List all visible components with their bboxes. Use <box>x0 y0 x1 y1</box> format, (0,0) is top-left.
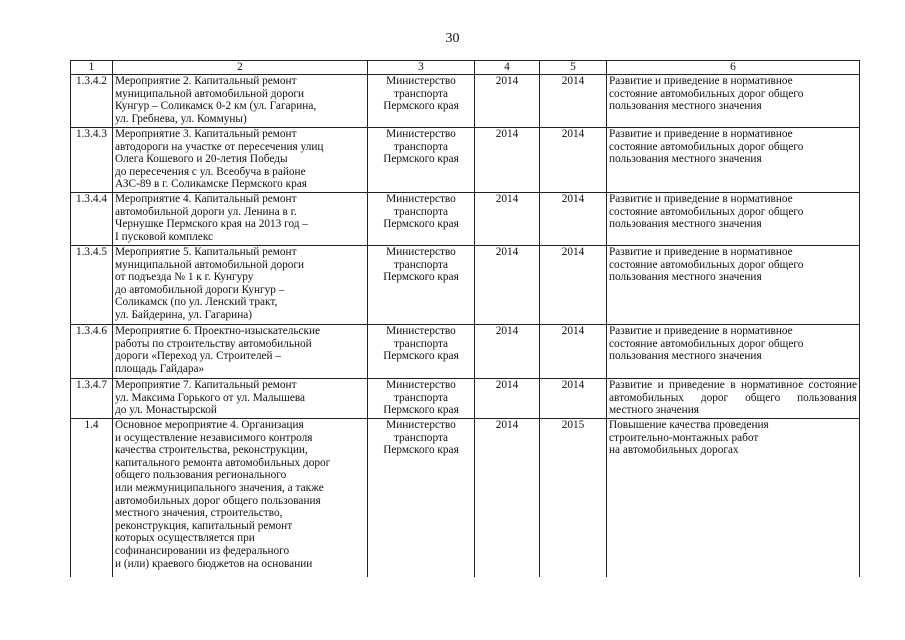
executor: Министерство транспорта Пермского края <box>368 419 475 577</box>
column-number: 6 <box>607 61 860 75</box>
start-year: 2014 <box>475 75 540 128</box>
expected-result: Развитие и приведение в нормативное состояние автомобильных дорог общего пользования местного значения <box>607 75 860 128</box>
table-row <box>71 325 860 379</box>
activity-name: Основное мероприятие 4. Организация и осуществление независимого контроля качества строительства, реконструкции, капитального ремонта автомобильных дорог общего пользования регионального или межмуниципального значения, а также автомобильных дорог общего пользования местного значения, строительство, реконструкция, капитальный ремонт которых осуществляется при софинансировании из федерального и (или) краевого бюджетов на основании <box>113 419 368 577</box>
item-number: 1.4 <box>71 419 113 577</box>
end-year: 2014 <box>540 379 607 419</box>
item-number: 1.3.4.6 <box>71 325 113 379</box>
column-number: 3 <box>368 61 475 75</box>
activity-name: Мероприятие 3. Капитальный ремонт автодороги на участке от пересечения улиц Олега Кошевого и 20-летия Победы до пересечения с ул. Всеобуча в районе АЗС-89 в г. Соликамске Пермского края <box>113 128 368 193</box>
expected-result: Развитие и приведение в нормативное состояние автомобильных дорог общего пользования местного значения <box>607 246 860 325</box>
executor: Министерство транспорта Пермского края <box>368 325 475 379</box>
table-row <box>71 128 860 193</box>
item-number: 1.3.4.2 <box>71 75 113 128</box>
executor: Министерство транспорта Пермского края <box>368 193 475 246</box>
activity-name: Мероприятие 6. Проектно-изыскательские работы по строительству автомобильной дороги «Переход ул. Строителей – площадь Гайдара» <box>113 325 368 379</box>
table-row <box>71 75 860 128</box>
item-number: 1.3.4.7 <box>71 379 113 419</box>
start-year: 2014 <box>475 419 540 577</box>
executor: Министерство транспорта Пермского края <box>368 128 475 193</box>
end-year: 2014 <box>540 246 607 325</box>
start-year: 2014 <box>475 246 540 325</box>
activity-name: Мероприятие 7. Капитальный ремонт ул. Максима Горького от ул. Малышева до ул. Монастырской <box>113 379 368 419</box>
start-year: 2014 <box>475 325 540 379</box>
item-number: 1.3.4.4 <box>71 193 113 246</box>
column-number: 2 <box>113 61 368 75</box>
activity-name: Мероприятие 5. Капитальный ремонт муниципальной автомобильной дороги от подъезда № 1 к г. Кунгуру до автомобильной дороги Кунгур – Соликамск (по ул. Ленский тракт, ул. Байдерина, ул. Гагарина) <box>113 246 368 325</box>
start-year: 2014 <box>475 193 540 246</box>
executor: Министерство транспорта Пермского края <box>368 246 475 325</box>
activity-name: Мероприятие 4. Капитальный ремонт автомобильной дороги ул. Ленина в г. Чернушке Пермского края на 2013 год – I пусковой комплекс <box>113 193 368 246</box>
executor: Министерство транспорта Пермского края <box>368 75 475 128</box>
activity-name: Мероприятие 2. Капитальный ремонт муниципальной автомобильной дороги Кунгур – Соликамск 0-2 км (ул. Гагарина, ул. Гребнева, ул. Коммуны) <box>113 75 368 128</box>
start-year: 2014 <box>475 128 540 193</box>
column-number-row <box>71 61 860 75</box>
column-number: 4 <box>475 61 540 75</box>
end-year: 2014 <box>540 128 607 193</box>
table-row <box>71 193 860 246</box>
column-number: 5 <box>540 61 607 75</box>
table-row <box>71 419 860 577</box>
page-number: 30 <box>445 31 460 46</box>
end-year: 2014 <box>540 75 607 128</box>
program-activities-table <box>70 60 860 577</box>
expected-result: Развитие и приведение в нормативное состояние автомобильных дорог общего пользования местного значения <box>607 128 860 193</box>
start-year: 2014 <box>475 379 540 419</box>
end-year: 2014 <box>540 193 607 246</box>
expected-result: Повышение качества проведения строительно-монтажных работ на автомобильных дорогах <box>607 419 860 577</box>
item-number: 1.3.4.5 <box>71 246 113 325</box>
expected-result: Развитие и приведение в нормативное состояние автомобильных дорог общего пользования местного значения <box>607 325 860 379</box>
expected-result: Развитие и приведение в нормативное состояние автомобильных дорог общего пользования местного значения <box>607 193 860 246</box>
column-number: 1 <box>71 61 113 75</box>
executor: Министерство транспорта Пермского края <box>368 379 475 419</box>
table-row <box>71 379 860 419</box>
table-row <box>71 246 860 325</box>
end-year: 2015 <box>540 419 607 577</box>
expected-result: Развитие и приведение в нормативное состояние автомобильных дорог общего пользования местного значения <box>607 379 860 419</box>
end-year: 2014 <box>540 325 607 379</box>
item-number: 1.3.4.3 <box>71 128 113 193</box>
